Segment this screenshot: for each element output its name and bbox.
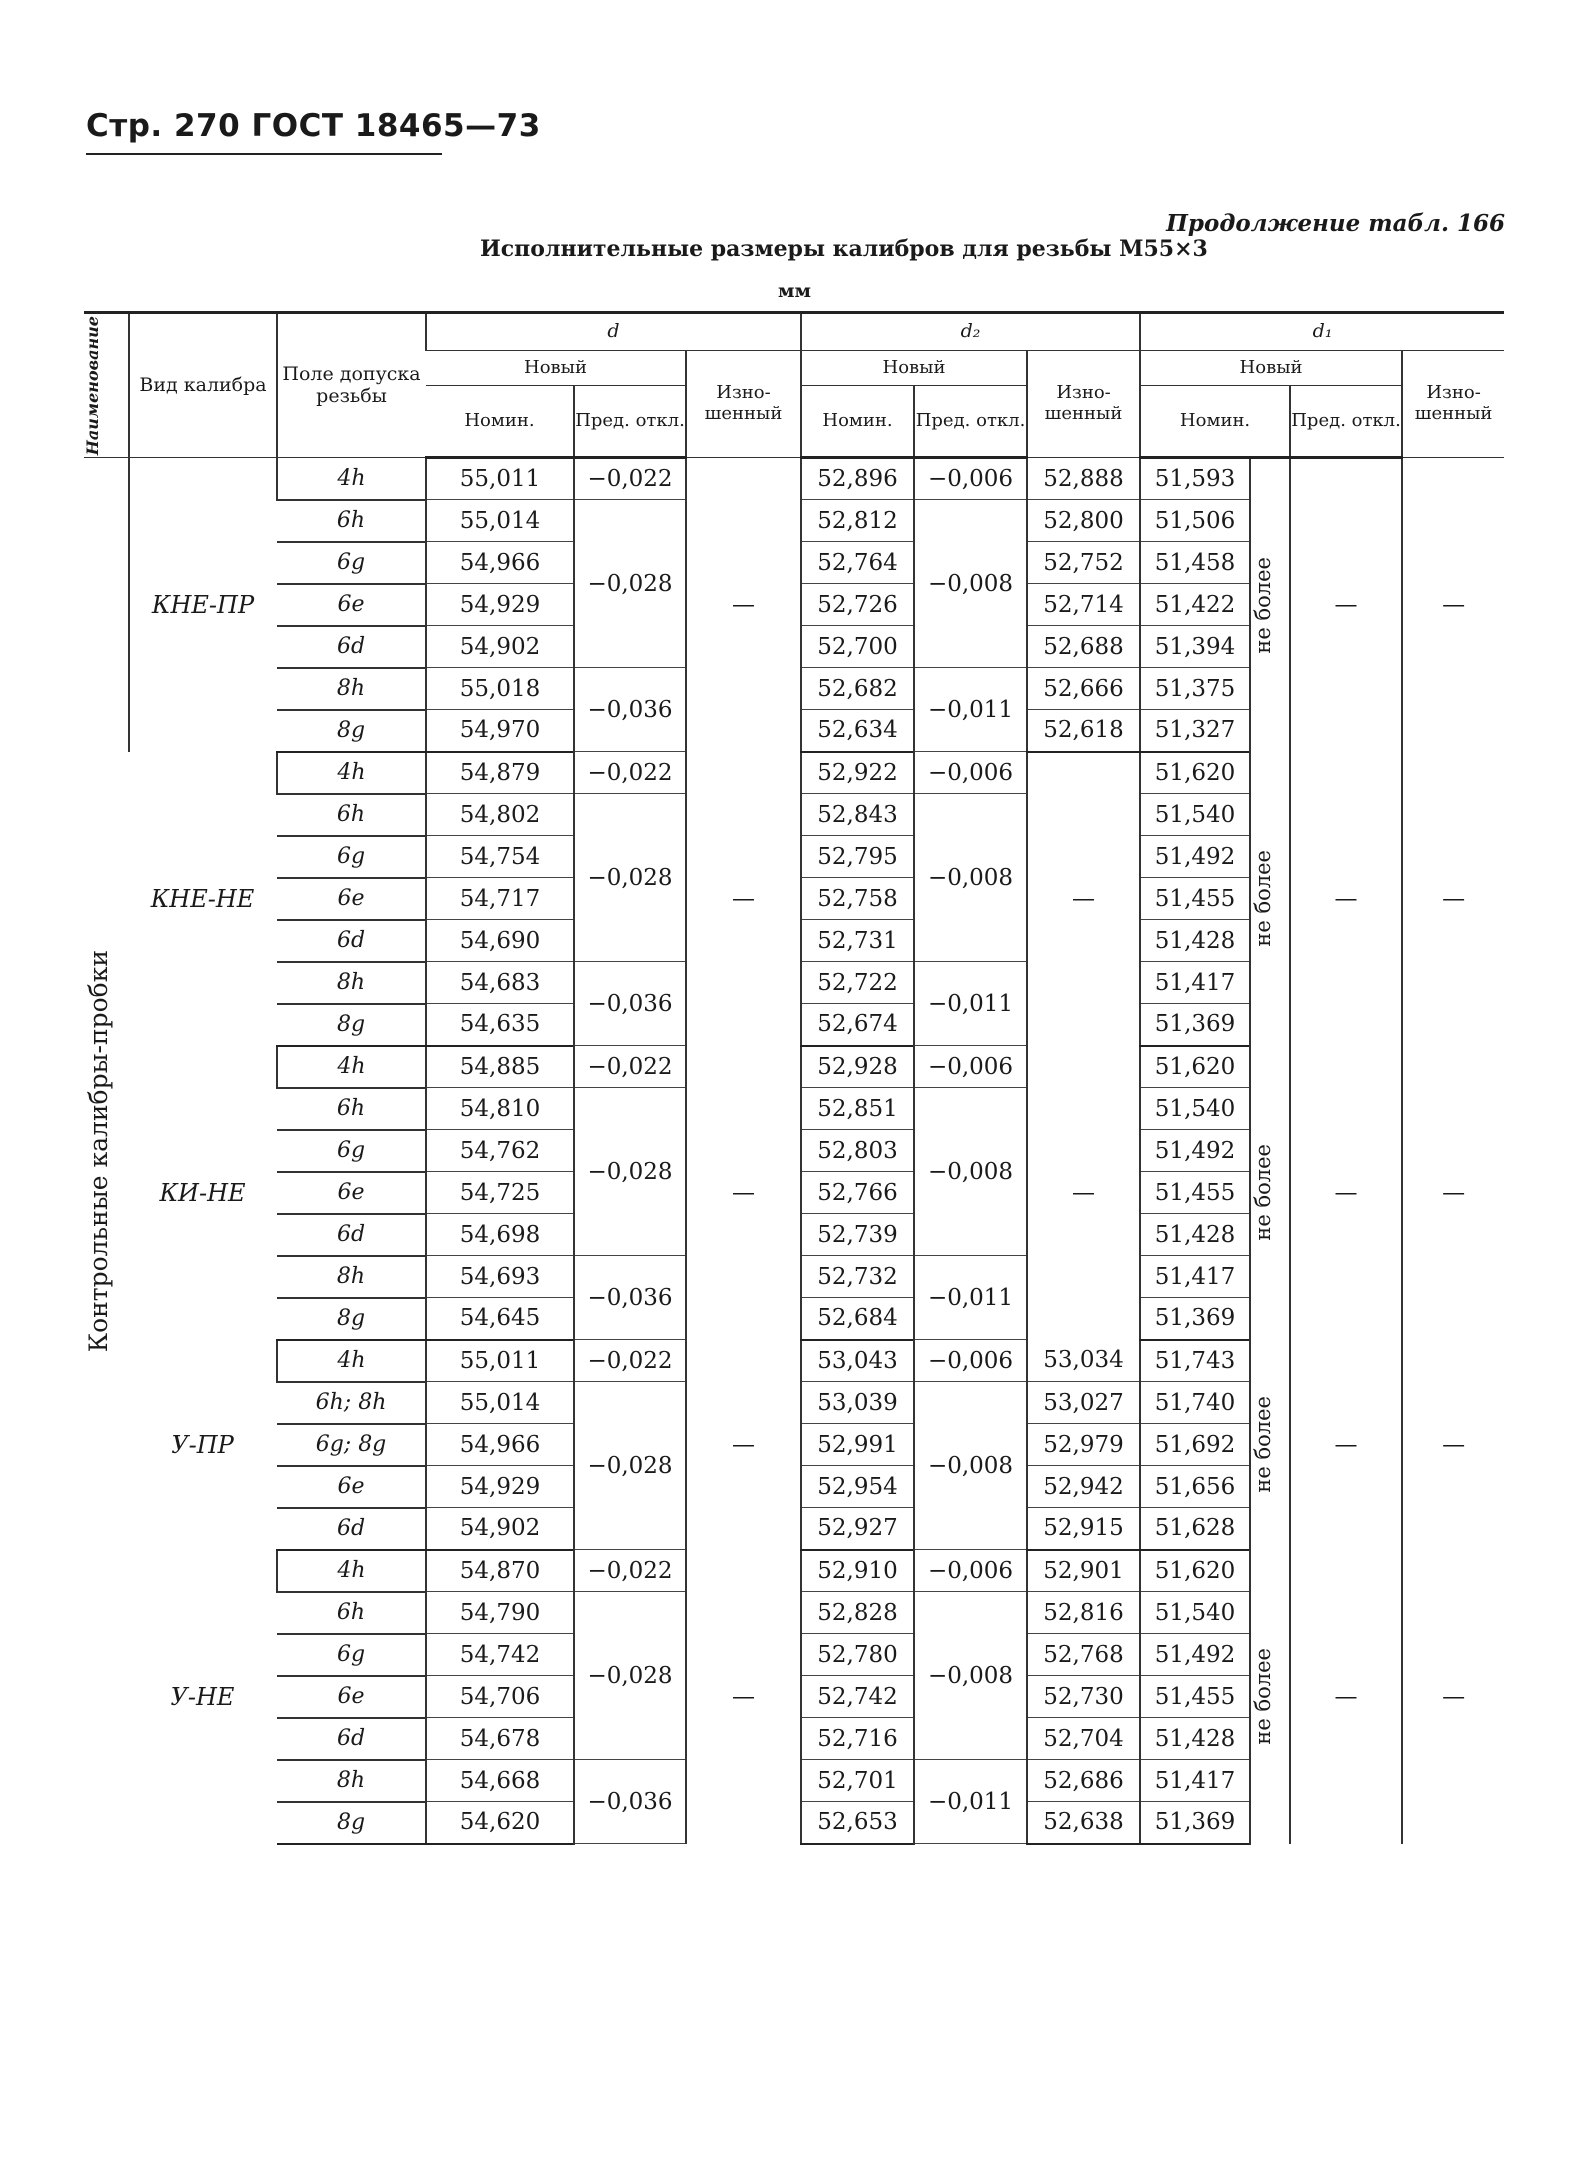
d1-worn-header: Изно-шенный: [1402, 351, 1504, 458]
calibre-table: [84, 311, 1504, 1845]
d2-nominal: 52,758: [801, 878, 914, 920]
d1-nominal: 51,492: [1140, 1130, 1250, 1172]
header-rule: [86, 153, 442, 155]
not-more-cell: [1250, 1046, 1290, 1340]
continuation-label: Продолжение табл. 166: [1166, 210, 1505, 237]
d-worn: —: [686, 458, 801, 752]
d-deviation: −0,022: [574, 752, 686, 794]
d2-nominal: 52,726: [801, 584, 914, 626]
name-cell: [84, 458, 129, 1844]
d2-nominal: 52,674: [801, 1004, 914, 1046]
d2-nominal: 52,896: [801, 458, 914, 500]
tolerance-field: 4h: [277, 458, 426, 500]
d1-worn: —: [1402, 1550, 1504, 1844]
d2-deviation: −0,006: [914, 1550, 1027, 1592]
d-nominal: 54,754: [426, 836, 574, 878]
table-row: [84, 1550, 1504, 1592]
tolerance-field: 4h: [277, 1340, 426, 1382]
d2-worn-value: 52,666: [1027, 668, 1140, 710]
d1-deviation: —: [1290, 1550, 1402, 1844]
d2-worn-value: 52,915: [1027, 1508, 1140, 1550]
col-field-header: Поле допуска резьбы: [277, 313, 426, 458]
d-nominal: 54,879: [426, 752, 574, 794]
d1-nominal: 51,743: [1140, 1340, 1250, 1382]
d2-deviation: −0,008: [914, 1088, 1027, 1256]
d-deviation: −0,028: [574, 1382, 686, 1550]
calibre-kind: КИ-НЕ: [159, 1178, 246, 1207]
d2-nominal: 52,700: [801, 626, 914, 668]
d2-nominal: 53,039: [801, 1382, 914, 1424]
tolerance-field: 6g: [277, 1634, 426, 1676]
table-body: [84, 458, 1504, 1844]
d-nominal: 55,011: [426, 1340, 574, 1382]
tolerance-field: 6d: [277, 626, 426, 668]
tolerance-field: 6g: [277, 836, 426, 878]
d-deviation: −0,036: [574, 962, 686, 1046]
d2-deviation: −0,006: [914, 1046, 1027, 1088]
d-nominal: 54,970: [426, 710, 574, 752]
d-deviation: −0,028: [574, 794, 686, 962]
d1-worn: —: [1402, 752, 1504, 1046]
d1-nominal: 51,540: [1140, 794, 1250, 836]
d-nominal: 54,762: [426, 1130, 574, 1172]
d2-nominal: 52,910: [801, 1550, 914, 1592]
tolerance-field: 6e: [277, 1466, 426, 1508]
d1-nominal: 51,422: [1140, 584, 1250, 626]
d1-nominal: 51,540: [1140, 1592, 1250, 1634]
d1-nominal: 51,458: [1140, 542, 1250, 584]
d-worn-header: Изно-шенный: [686, 351, 801, 458]
d-nominal: 54,885: [426, 1046, 574, 1088]
d2-nominal: 52,780: [801, 1634, 914, 1676]
d-nominal: 54,810: [426, 1088, 574, 1130]
d-deviation: −0,028: [574, 1592, 686, 1760]
d2-nominal: 52,922: [801, 752, 914, 794]
d2-deviation: −0,011: [914, 1760, 1027, 1844]
d2-worn-value: 52,704: [1027, 1718, 1140, 1760]
d2-nominal: 52,722: [801, 962, 914, 1004]
d2-deviation: −0,011: [914, 1256, 1027, 1340]
d-deviation: −0,022: [574, 458, 686, 500]
d2-worn-value: 53,027: [1027, 1382, 1140, 1424]
tolerance-field: 8h: [277, 1256, 426, 1298]
d2-worn-value: 52,816: [1027, 1592, 1140, 1634]
d2-deviation: −0,008: [914, 794, 1027, 962]
d1-nominal: 51,394: [1140, 626, 1250, 668]
d-deviation: −0,036: [574, 1760, 686, 1844]
tolerance-field: 4h: [277, 752, 426, 794]
d1-nominal: 51,656: [1140, 1466, 1250, 1508]
d2-nominal: 52,764: [801, 542, 914, 584]
tolerance-field: 8g: [277, 1802, 426, 1844]
d2-nominal: 52,954: [801, 1466, 914, 1508]
d2-worn-value: 52,800: [1027, 500, 1140, 542]
d-nominal: 54,698: [426, 1214, 574, 1256]
d2-deviation: −0,006: [914, 458, 1027, 500]
tolerance-field: 4h: [277, 1550, 426, 1592]
tolerance-field: 6g: [277, 1130, 426, 1172]
d-nominal: 54,645: [426, 1298, 574, 1340]
tolerance-field: 6d: [277, 1214, 426, 1256]
not-more-label: не более: [1251, 850, 1276, 947]
tolerance-field: 6d: [277, 920, 426, 962]
d1-nominal: 51,492: [1140, 1634, 1250, 1676]
d2-worn-value: 52,979: [1027, 1424, 1140, 1466]
tolerance-field: 6h: [277, 500, 426, 542]
not-more-cell: [1250, 752, 1290, 1046]
col-d-header: d: [426, 313, 801, 351]
d2-deviation: −0,006: [914, 1340, 1027, 1382]
d2-worn-header: Изно-шенный: [1027, 351, 1140, 458]
tolerance-field: 8h: [277, 1760, 426, 1802]
d-worn: —: [686, 1340, 801, 1550]
d1-nominal: 51,417: [1140, 962, 1250, 1004]
d2-nominal: 52,766: [801, 1172, 914, 1214]
d-deviation: −0,036: [574, 1256, 686, 1340]
d2-nominal: 52,716: [801, 1718, 914, 1760]
not-more-label: не более: [1251, 1144, 1276, 1241]
col-name-header: Наименование: [84, 313, 129, 458]
d2-worn-value: 52,888: [1027, 458, 1140, 500]
d1-nominal: 51,327: [1140, 710, 1250, 752]
d1-nominal: 51,369: [1140, 1802, 1250, 1844]
d-nominal: 54,668: [426, 1760, 574, 1802]
d-worn: —: [686, 1550, 801, 1844]
d1-nominal: 51,417: [1140, 1760, 1250, 1802]
d-nominal: 55,011: [426, 458, 574, 500]
d-nominal: 54,902: [426, 1508, 574, 1550]
d1-worn: —: [1402, 1046, 1504, 1340]
d-nominal: 54,706: [426, 1676, 574, 1718]
d-deviation: −0,022: [574, 1046, 686, 1088]
d-nominal: 54,678: [426, 1718, 574, 1760]
d2-deviation: −0,011: [914, 962, 1027, 1046]
d1-new-header: Новый: [1140, 351, 1402, 386]
d2-worn-value: 52,714: [1027, 584, 1140, 626]
d1-nominal: 51,375: [1140, 668, 1250, 710]
d1-nominal: 51,428: [1140, 1214, 1250, 1256]
d2-nominal: 52,634: [801, 710, 914, 752]
table-row: [84, 458, 1504, 500]
d-deviation: −0,022: [574, 1550, 686, 1592]
d-nominal: 54,902: [426, 626, 574, 668]
d-nom-header: Номин.: [426, 386, 574, 458]
tolerance-field: 6h: [277, 1592, 426, 1634]
tolerance-field: 6g; 8g: [277, 1424, 426, 1466]
d2-worn-value: 52,688: [1027, 626, 1140, 668]
tolerance-field: 6h: [277, 794, 426, 836]
d-nominal: 54,966: [426, 542, 574, 584]
d-dev-header: Пред. откл.: [574, 386, 686, 458]
d2-nominal: 52,653: [801, 1802, 914, 1844]
d2-deviation: −0,011: [914, 668, 1027, 752]
d-nominal: 54,966: [426, 1424, 574, 1466]
d2-nom-header: Номин.: [801, 386, 914, 458]
d1-worn: —: [1402, 1340, 1504, 1550]
tolerance-field: 6d: [277, 1508, 426, 1550]
d2-nominal: 52,927: [801, 1508, 914, 1550]
not-more-cell: [1250, 458, 1290, 752]
d1-deviation: —: [1290, 458, 1402, 752]
tolerance-field: 6e: [277, 1172, 426, 1214]
table-row: [84, 1046, 1504, 1088]
page-header: Стр. 270 ГОСТ 18465—73: [86, 108, 541, 144]
d1-nominal: 51,506: [1140, 500, 1250, 542]
d1-deviation: —: [1290, 752, 1402, 1046]
calibre-kind: КНЕ-НЕ: [150, 884, 255, 913]
col-d1-header: d₁: [1140, 313, 1504, 351]
d1-nominal: 51,428: [1140, 920, 1250, 962]
tolerance-field: 8g: [277, 710, 426, 752]
d1-dev-header: Пред. откл.: [1290, 386, 1402, 458]
tolerance-field: 8g: [277, 1298, 426, 1340]
d2-nominal: 52,701: [801, 1760, 914, 1802]
d2-deviation: −0,008: [914, 500, 1027, 668]
table-head: [84, 313, 1504, 458]
calibre-kind: У-ПР: [171, 1430, 234, 1459]
tolerance-field: 4h: [277, 1046, 426, 1088]
d-nominal: 54,693: [426, 1256, 574, 1298]
tolerance-field: 8h: [277, 668, 426, 710]
d2-nominal: 52,739: [801, 1214, 914, 1256]
d1-nominal: 51,428: [1140, 1718, 1250, 1760]
d2-worn-value: 52,752: [1027, 542, 1140, 584]
d1-nominal: 51,369: [1140, 1298, 1250, 1340]
d2-nominal: 52,732: [801, 1256, 914, 1298]
d2-nominal: 52,682: [801, 668, 914, 710]
d2-nominal: 53,043: [801, 1340, 914, 1382]
d-deviation: −0,028: [574, 500, 686, 668]
tolerance-field: 6h: [277, 1088, 426, 1130]
d1-nominal: 51,692: [1140, 1424, 1250, 1466]
not-more-label: не более: [1251, 1648, 1276, 1745]
d1-nom-header: Номин.: [1140, 386, 1290, 458]
d-nominal: 54,929: [426, 584, 574, 626]
calibre-kind: У-НЕ: [170, 1682, 235, 1711]
d-nominal: 54,690: [426, 920, 574, 962]
not-more-cell: [1250, 1550, 1290, 1844]
d-deviation: −0,036: [574, 668, 686, 752]
d2-nominal: 52,742: [801, 1676, 914, 1718]
d1-nominal: 51,417: [1140, 1256, 1250, 1298]
table-title: Исполнительные размеры калибров для резьбы М55×3: [480, 236, 1208, 262]
d2-dev-header: Пред. откл.: [914, 386, 1027, 458]
d1-nominal: 51,620: [1140, 1550, 1250, 1592]
d-nominal: 54,802: [426, 794, 574, 836]
d1-nominal: 51,455: [1140, 1676, 1250, 1718]
d1-nominal: 51,492: [1140, 836, 1250, 878]
d1-nominal: 51,740: [1140, 1382, 1250, 1424]
d2-worn-value: 52,901: [1027, 1550, 1140, 1592]
col-kind-header: Вид калибра: [129, 313, 277, 458]
table-row: [84, 752, 1504, 794]
d-nominal: 55,014: [426, 1382, 574, 1424]
d2-deviation: −0,008: [914, 1592, 1027, 1760]
d-new-header: Новый: [426, 351, 686, 386]
col-d2-header: d₂: [801, 313, 1140, 351]
d2-nominal: 52,731: [801, 920, 914, 962]
d2-worn-value: 52,942: [1027, 1466, 1140, 1508]
d2-worn: —: [1027, 752, 1140, 1046]
tolerance-field: 6d: [277, 1718, 426, 1760]
d-nominal: 55,014: [426, 500, 574, 542]
d-nominal: 54,635: [426, 1004, 574, 1046]
tolerance-field: 6e: [277, 1676, 426, 1718]
d2-nominal: 52,795: [801, 836, 914, 878]
d-nominal: 54,870: [426, 1550, 574, 1592]
d2-nominal: 52,684: [801, 1298, 914, 1340]
d1-nominal: 51,620: [1140, 752, 1250, 794]
d2-worn: —: [1027, 1046, 1140, 1340]
d1-nominal: 51,628: [1140, 1508, 1250, 1550]
d2-new-header: Новый: [801, 351, 1027, 386]
d2-nominal: 52,803: [801, 1130, 914, 1172]
d1-nominal: 51,369: [1140, 1004, 1250, 1046]
d2-worn-value: 52,638: [1027, 1802, 1140, 1844]
d2-deviation: −0,006: [914, 752, 1027, 794]
d-nominal: 54,717: [426, 878, 574, 920]
tolerance-field: 6g: [277, 542, 426, 584]
d2-nominal: 52,991: [801, 1424, 914, 1466]
d-deviation: −0,028: [574, 1088, 686, 1256]
d-worn: —: [686, 1046, 801, 1340]
d1-deviation: —: [1290, 1340, 1402, 1550]
tolerance-field: 6e: [277, 878, 426, 920]
calibre-kind: КНЕ-ПР: [129, 458, 277, 752]
d2-nominal: 52,851: [801, 1088, 914, 1130]
d2-nominal: 52,843: [801, 794, 914, 836]
d2-worn-value: 52,768: [1027, 1634, 1140, 1676]
d-nominal: 54,790: [426, 1592, 574, 1634]
d1-nominal: 51,540: [1140, 1088, 1250, 1130]
tolerance-field: 6h; 8h: [277, 1382, 426, 1424]
d-nominal: 54,929: [426, 1466, 574, 1508]
d1-nominal: 51,455: [1140, 1172, 1250, 1214]
d2-nominal: 52,812: [801, 500, 914, 542]
d1-nominal: 51,455: [1140, 878, 1250, 920]
d2-nominal: 52,928: [801, 1046, 914, 1088]
d2-worn-value: 52,730: [1027, 1676, 1140, 1718]
d-nominal: 54,725: [426, 1172, 574, 1214]
d2-worn-value: 52,686: [1027, 1760, 1140, 1802]
d-nominal: 55,018: [426, 668, 574, 710]
table-row: [84, 1340, 1504, 1382]
d-deviation: −0,022: [574, 1340, 686, 1382]
tolerance-field: 8h: [277, 962, 426, 1004]
tolerance-field: 8g: [277, 1004, 426, 1046]
not-more-cell: [1250, 1340, 1290, 1550]
d-worn: —: [686, 752, 801, 1046]
tolerance-field: 6e: [277, 584, 426, 626]
d-nominal: 54,683: [426, 962, 574, 1004]
d-nominal: 54,620: [426, 1802, 574, 1844]
d2-deviation: −0,008: [914, 1382, 1027, 1550]
d1-nominal: 51,593: [1140, 458, 1250, 500]
d2-worn-value: 52,618: [1027, 710, 1140, 752]
d2-worn-value: 53,034: [1027, 1340, 1140, 1382]
d1-nominal: 51,620: [1140, 1046, 1250, 1088]
d-nominal: 54,742: [426, 1634, 574, 1676]
name-value: Контрольные калибры-пробки: [84, 949, 113, 1352]
unit-label: мм: [778, 280, 812, 302]
not-more-label: не более: [1251, 556, 1276, 654]
d1-worn: —: [1402, 458, 1504, 752]
not-more-label: не более: [1251, 1396, 1276, 1493]
d1-deviation: —: [1290, 1046, 1402, 1340]
d2-nominal: 52,828: [801, 1592, 914, 1634]
